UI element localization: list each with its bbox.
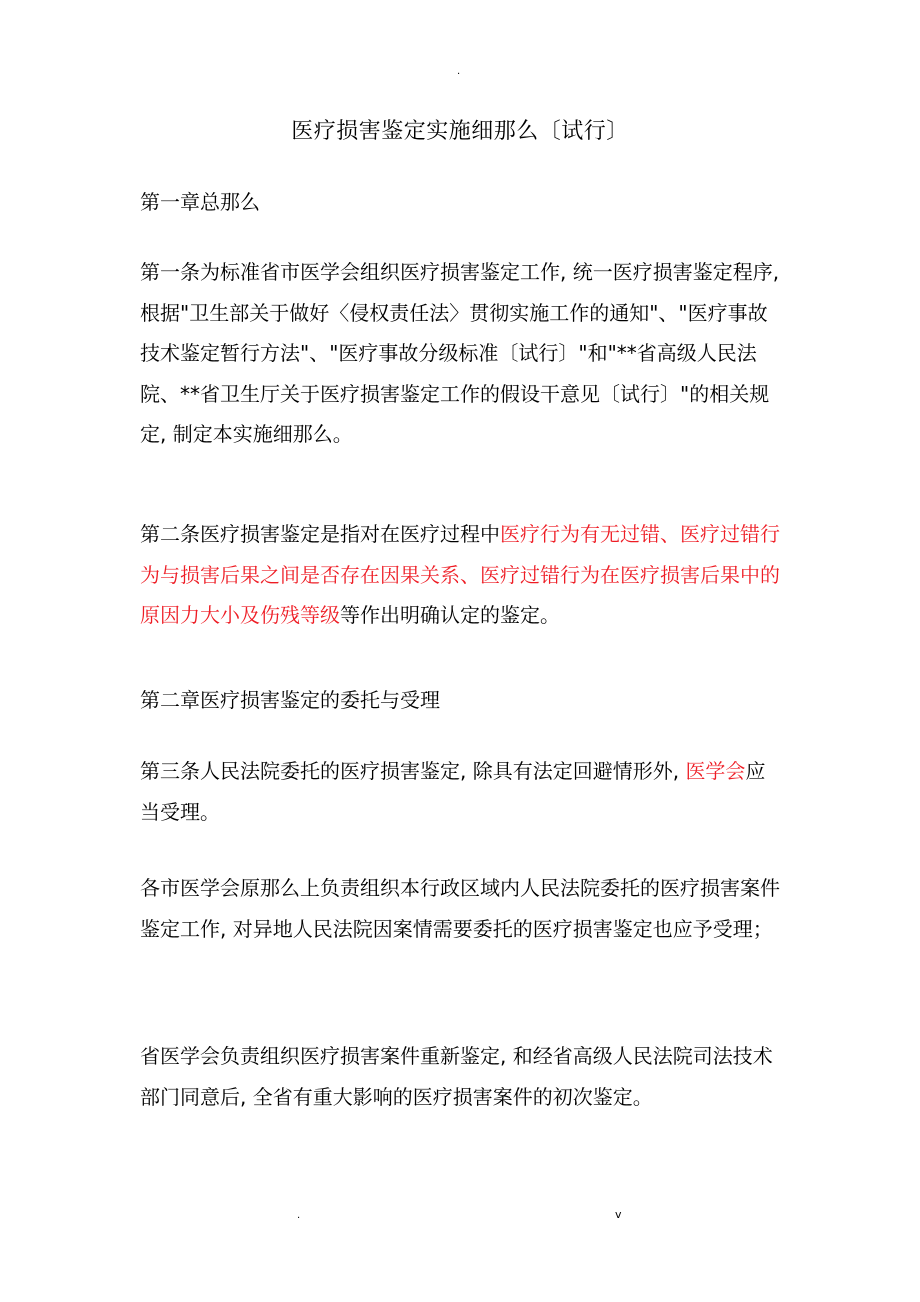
- header-mark: .: [457, 66, 461, 77]
- footer-left-mark: .: [297, 1210, 301, 1221]
- article-2: [140, 514, 785, 636]
- article-3: [140, 751, 785, 832]
- paragraph-city-association: 各市医学会原那么上负责组织本行政区域内人民法院委托的医疗损害案件鉴定工作, 对异地人民法院因案情需要委托的医疗损害鉴定也应予受理；: [140, 876, 780, 941]
- article-1: 第一条为标准省市医学会组织医疗损害鉴定工作, 统一医疗损害鉴定程序, 根据"卫生部关于做好〈侵权责任法〉贯彻实施工作的通知"、"医疗事故技术鉴定暂行方法"、"医疗事故分级标准〔试行〕"和"**省高级人民法院、**省卫生厅关于医疗损害鉴定工作的假设干意见〔试行〕"的相关规定, 制定本实施细那么。: [140, 260, 780, 446]
- footer-right-mark: v: [615, 1208, 622, 1221]
- document-title: 医疗损害鉴定实施细那么〔试行〕: [291, 119, 629, 144]
- article-2-text-end: 等作出明确认定的鉴定。: [340, 603, 560, 627]
- chapter-2-heading: 第二章医疗损害鉴定的委托与受理: [140, 688, 440, 712]
- chapter-1-heading: 第一章总那么: [140, 190, 260, 214]
- article-3-text-end: 应当受理。: [140, 759, 766, 824]
- article-3-highlight: 医学会: [685, 759, 746, 783]
- paragraph-province-association: 省医学会负责组织医疗损害案件重新鉴定, 和经省高级人民法院司法技术部门同意后, 全省有重大影响的医疗损害案件的初次鉴定。: [140, 1044, 773, 1109]
- article-3-text-start: 第三条人民法院委托的医疗损害鉴定, 除具有法定回避情形外,: [140, 759, 686, 783]
- article-2-highlight: 医疗行为有无过错、医疗过错行为与损害后果之间是否存在因果关系、医疗过错行为在医疗损害后果中的原因力大小及伤残等级: [140, 522, 780, 627]
- article-2-text-start: 第二条医疗损害鉴定是指对在医疗过程中: [140, 522, 500, 546]
